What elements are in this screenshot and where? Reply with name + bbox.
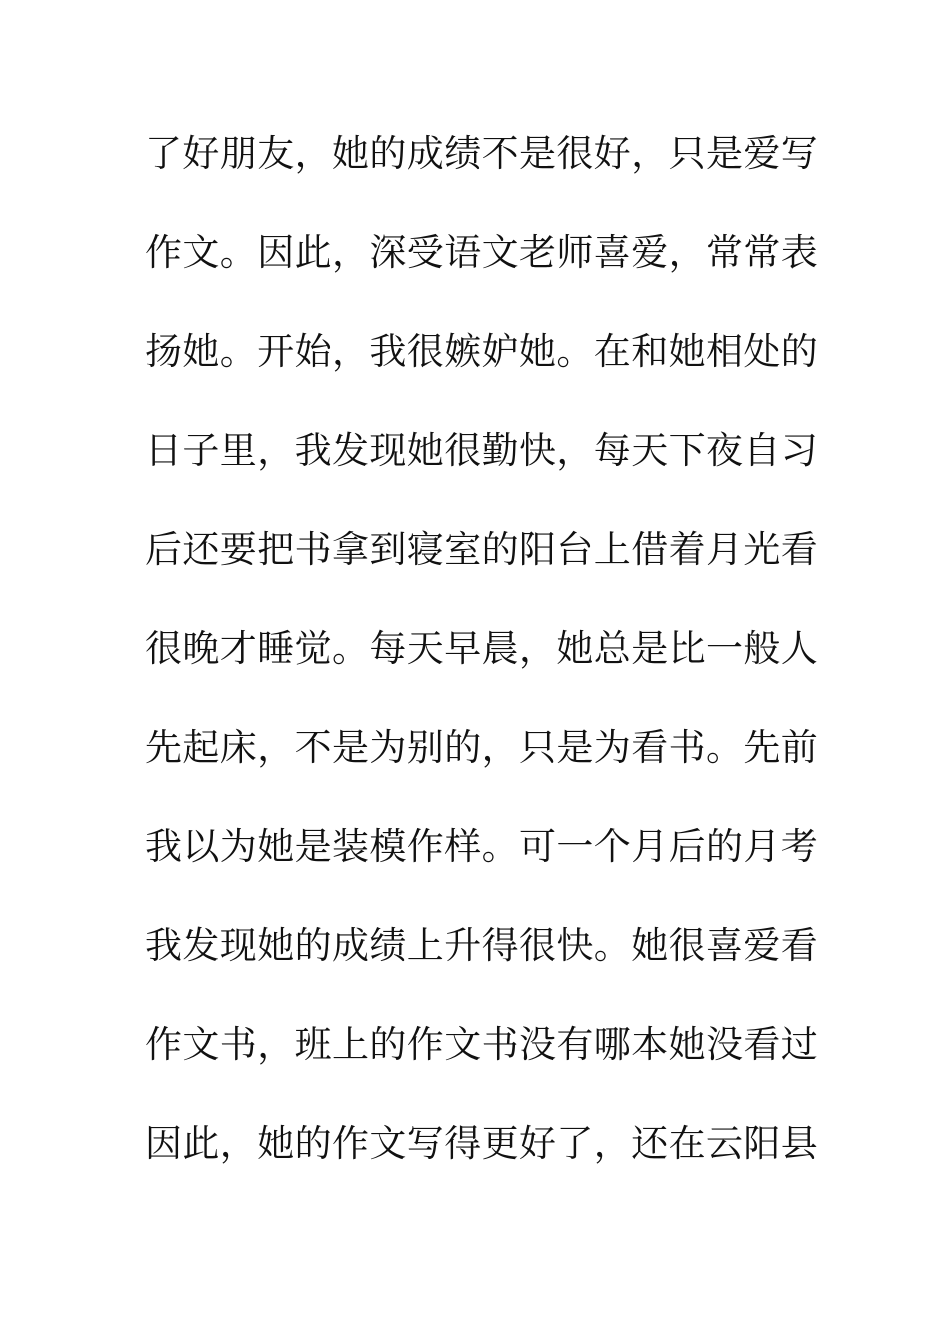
text-line: 了好朋友，她的成绩不是很好，只是爱写 (145, 132, 819, 175)
body-text (145, 126, 825, 1215)
text-line: 后还要把书拿到寝室的阳台上借着月光看 (145, 528, 819, 571)
text-line: 作文。因此，深受语文老师喜爱，常常表 (145, 231, 819, 274)
text-line: 先起床，不是为别的，只是为看书。先前 (145, 726, 819, 769)
text-line: 因此，她的作文写得更好了，还在云阳县 (145, 1122, 819, 1165)
text-line: 我发现她的成绩上升得很快。她很喜爱看 (145, 924, 819, 967)
text-line: 扬她。开始，我很嫉妒她。在和她相处的 (145, 330, 819, 373)
text-line: 很晚才睡觉。每天早晨，她总是比一般人 (145, 627, 819, 670)
text-line: 日子里，我发现她很勤快，每天下夜自习 (145, 429, 819, 472)
text-line: 我以为她是装模作样。可一个月后的月考 (145, 825, 819, 868)
text-line: 作文书，班上的作文书没有哪本她没看过 (145, 1023, 819, 1066)
